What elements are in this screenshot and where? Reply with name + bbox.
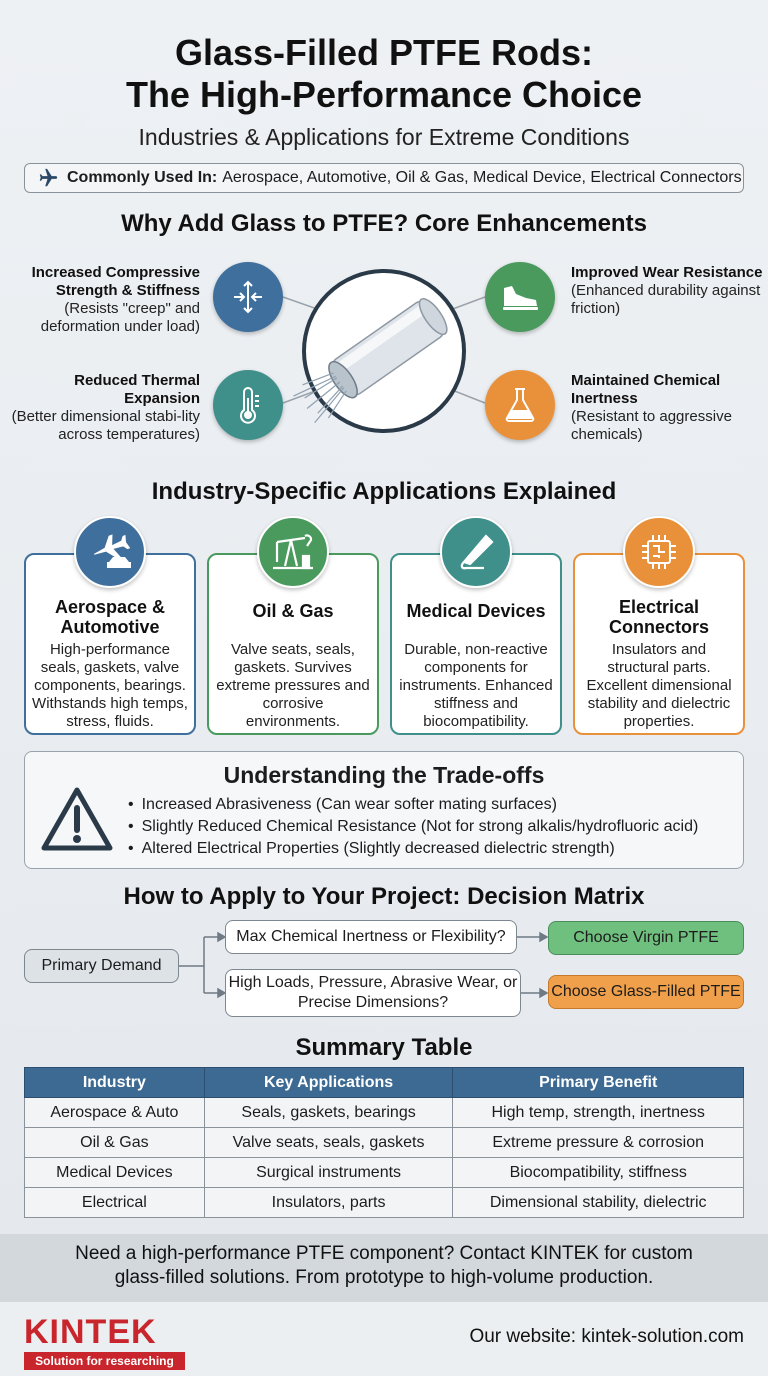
enhancement-title: Increased Compressive Strength & Stiffness <box>31 264 200 299</box>
title-line-2: The High-Performance Choice <box>125 74 643 115</box>
enhancements-title: Why Add Glass to PTFE? Core Enhancements <box>121 210 647 237</box>
table-cell: Oil & Gas <box>25 1128 205 1158</box>
card-title: Oil & Gas <box>252 601 334 621</box>
tradeoffs-list <box>128 794 698 860</box>
connector-line <box>450 297 485 310</box>
enhancement-desc: (Enhanced durability against friction) <box>571 282 761 317</box>
table-row <box>25 1128 744 1158</box>
enhancement-item <box>571 372 768 444</box>
enhancement-title: Reduced Thermal Expansion <box>74 372 200 407</box>
table-cell: Dimensional stability, dielectric <box>453 1188 744 1218</box>
result-glass-filled-ptfe: Choose Glass-Filled PTFE <box>548 975 744 1009</box>
plane-car-icon <box>74 516 146 588</box>
result-virgin-ptfe: Choose Virgin PTFE <box>548 921 744 955</box>
card-desc: Insulators and structural parts. Excellent dimensional stability and dielectric properties. <box>586 641 732 730</box>
connector-line <box>283 390 318 403</box>
column-header: Key Applications <box>204 1068 453 1098</box>
logo-tagline: Solution for researching <box>24 1352 185 1370</box>
enhancement-title: Maintained Chemical Inertness <box>571 372 721 407</box>
cta-text: Need a high-performance PTFE component? Contact KINTEK for custom glass-filled solutions. From prototype to high-volume production. <box>75 1243 693 1288</box>
chip-icon <box>623 516 695 588</box>
column-header: Primary Benefit <box>453 1068 744 1098</box>
card-desc: Valve seats, seals, gaskets. Survives extreme pressures and corrosive environments. <box>216 641 370 730</box>
decision-root: Primary Demand <box>24 949 179 983</box>
subtitle: Industries & Applications for Extreme Conditions <box>138 124 630 150</box>
table-cell: High temp, strength, inertness <box>453 1098 744 1128</box>
table-cell: Valve seats, seals, gaskets <box>204 1128 453 1158</box>
table-row <box>25 1098 744 1128</box>
list-item: • Slightly Reduced Chemical Resistance (Not for strong alkalis/hydrofluoric acid) <box>128 816 698 838</box>
used-in-value: Aerospace, Automotive, Oil & Gas, Medical Device, Electrical Connectors <box>222 169 742 186</box>
enhancement-desc: (Resistant to aggressive chemicals) <box>571 408 732 443</box>
summary-table <box>24 1067 744 1218</box>
table-cell: Medical Devices <box>25 1158 205 1188</box>
enhancement-desc: (Resists "creep" and deformation under load) <box>40 300 200 335</box>
table-cell: Extreme pressure & corrosion <box>453 1128 744 1158</box>
card-title: Aerospace & Automotive <box>54 597 166 637</box>
card-title: Medical Devices <box>406 601 546 621</box>
airplane-icon <box>37 167 59 189</box>
thermometer-icon <box>213 370 283 440</box>
used-in-label: Commonly Used In: <box>67 169 218 186</box>
title-line-1: Glass-Filled PTFE Rods: <box>174 32 594 73</box>
commonly-used-banner <box>24 163 744 193</box>
flask-icon <box>485 370 555 440</box>
table-cell: Seals, gaskets, bearings <box>204 1098 453 1128</box>
table-cell: Biocompatibility, stiffness <box>453 1158 744 1188</box>
summary-title: Summary Table <box>295 1034 473 1061</box>
website-link[interactable]: Our website: kintek-solution.com <box>469 1326 744 1347</box>
ptfe-rod-illustration <box>290 271 464 431</box>
enhancement-item <box>0 264 200 336</box>
table-row <box>25 1158 744 1188</box>
call-to-action <box>0 1234 768 1302</box>
industries-title: Industry-Specific Applications Explained <box>151 478 617 505</box>
list-item: • Altered Electrical Properties (Slightly decreased dielectric strength) <box>128 838 698 860</box>
enhancement-title: Improved Wear Resistance <box>571 264 763 281</box>
table-header-row <box>25 1068 744 1098</box>
table-cell: Surgical instruments <box>204 1158 453 1188</box>
enhancement-item <box>0 372 200 444</box>
card-desc: High-performance seals, gaskets, valve components, bearings. Withstands high temps, stress, fluids. <box>32 641 188 730</box>
decision-option-2: High Loads, Pressure, Abrasive Wear, or Precise Dimensions? <box>225 969 521 1017</box>
list-item: • Increased Abrasiveness (Can wear softer mating surfaces) <box>128 794 698 816</box>
tradeoffs-title: Understanding the Trade-offs <box>223 762 545 788</box>
connector-line <box>452 390 485 403</box>
kintek-logo[interactable]: KINTEK <box>24 1313 157 1351</box>
decision-title: How to Apply to Your Project: Decision Matrix <box>123 883 645 910</box>
compression-arrows-icon <box>213 262 283 332</box>
table-cell: Insulators, parts <box>204 1188 453 1218</box>
card-title: Electrical Connectors <box>608 597 709 637</box>
shoe-icon <box>485 262 555 332</box>
card-desc: Durable, non-reactive components for instruments. Enhanced stiffness and biocompatibility. <box>399 641 553 730</box>
warning-icon <box>40 786 114 852</box>
pumpjack-icon <box>257 516 329 588</box>
column-header: Industry <box>25 1068 205 1098</box>
scalpel-icon <box>440 516 512 588</box>
table-cell: Electrical <box>25 1188 205 1218</box>
page-title <box>0 32 768 116</box>
table-row <box>25 1188 744 1218</box>
table-cell: Aerospace & Auto <box>25 1098 205 1128</box>
enhancement-desc: (Better dimensional stabi-lity across temperatures) <box>11 408 200 443</box>
decision-option-1: Max Chemical Inertness or Flexibility? <box>225 920 517 954</box>
enhancement-item <box>571 264 768 318</box>
